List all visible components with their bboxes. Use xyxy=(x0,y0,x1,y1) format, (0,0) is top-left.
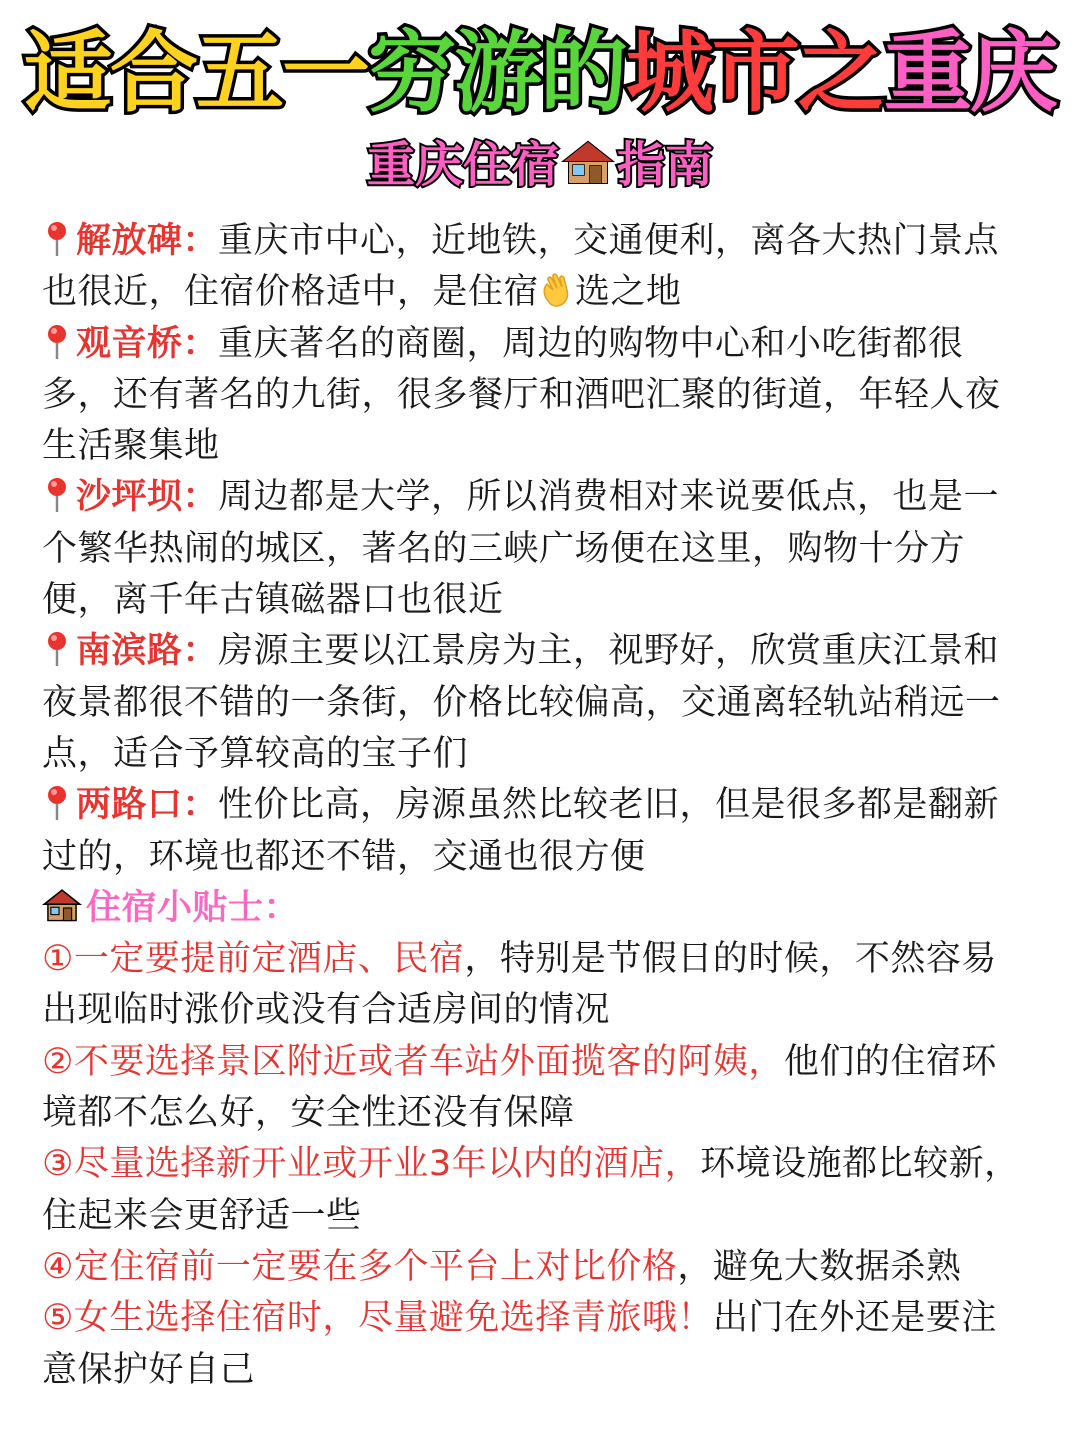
subtitle-after: 指南 xyxy=(617,137,714,193)
area-name: 观音桥： xyxy=(76,323,219,364)
area-text: 重庆市中心，近地铁，交通便利，离各大热门景点也很近，住宿价格适中，是住宿 xyxy=(42,221,1000,313)
area-name: 南滨路： xyxy=(76,631,219,672)
area-text: 周边都是大学，所以消费相对来说要低点，也是一个繁华热闹的城区，著名的三峡广场便在这里，购物十分方便，离千年古镇磁器口也很近 xyxy=(42,477,1000,621)
title-part-red: 城市之 xyxy=(626,21,885,124)
area-item xyxy=(42,216,1022,319)
round-pushpin-icon xyxy=(42,630,72,668)
tip-text: 环境设施都比较新，住起来会更舒适一些 xyxy=(42,1144,1020,1236)
waving-hand-icon xyxy=(539,272,575,308)
tip-text: ，避免大数据杀熟 xyxy=(677,1246,962,1287)
round-pushpin-icon xyxy=(42,476,72,514)
content xyxy=(42,216,1022,1396)
tip-highlight: ③尽量选择新开业或开业3年以内的酒店， xyxy=(42,1144,701,1185)
tip-highlight: ①一定要提前定酒店、民宿 xyxy=(42,939,465,980)
title-part-yellow: 适合五一 xyxy=(23,21,368,124)
tip-item xyxy=(42,934,1022,1037)
area-item xyxy=(42,780,1022,883)
tip-item xyxy=(42,1242,1022,1293)
page-subtitle xyxy=(0,133,1080,197)
area-text: 房源主要以江景房为主，视野好，欣赏重庆江景和夜景都很不错的一条街，价格比较偏高，交通离轻轨站稍远一点，适合予算较高的宝子们 xyxy=(42,631,1001,774)
area-item xyxy=(42,472,1022,626)
area-item xyxy=(42,626,1022,780)
area-name: 沙坪坝： xyxy=(76,477,219,518)
area-name: 解放碑： xyxy=(76,221,219,261)
area-text-after-icon: 选之地 xyxy=(575,272,682,313)
house-icon xyxy=(42,887,82,923)
area-text: 性价比高，房源虽然比较老旧，但是很多都是翻新过的，环境也都还不错，交通也很方便 xyxy=(42,785,1000,877)
tip-text: 出门在外还是要注意保护好自己 xyxy=(42,1298,997,1390)
tip-item xyxy=(42,1293,1022,1396)
area-item xyxy=(42,319,1022,473)
tips-heading xyxy=(42,883,1022,934)
tip-item xyxy=(42,1037,1022,1140)
house-icon xyxy=(561,139,615,185)
tip-highlight: ②不要选择景区附近或者车站外面揽客的阿姨， xyxy=(42,1041,784,1082)
round-pushpin-icon xyxy=(42,220,72,258)
round-pushpin-icon xyxy=(42,323,72,361)
area-name: 两路口： xyxy=(76,785,219,826)
area-text: 重庆著名的商圈，周边的购物中心和小吃街都很多，还有著名的九街，很多餐厅和酒吧汇聚的街道，年轻人夜生活聚集地 xyxy=(42,323,1001,467)
page-title xyxy=(0,18,1080,128)
tip-highlight: ④定住宿前一定要在多个平台上对比价格 xyxy=(42,1246,678,1287)
tip-highlight: ⑤女生选择住宿时，尽量避免选择青旅哦！ xyxy=(42,1298,713,1339)
title-part-pink: 重庆 xyxy=(884,21,1057,124)
round-pushpin-icon xyxy=(42,784,72,822)
tip-item xyxy=(42,1139,1022,1242)
subtitle-before: 重庆住宿 xyxy=(366,137,559,193)
tips-heading-text: 住宿小贴士： xyxy=(86,887,300,928)
tip-text: ，特别是节假日的时候，不然容易出现临时涨价或没有合适房间的情况 xyxy=(42,939,997,1031)
title-part-green: 穷游的 xyxy=(367,21,626,124)
tip-text: 他们的住宿环境都不怎么好，安全性还没有保障 xyxy=(42,1041,997,1134)
